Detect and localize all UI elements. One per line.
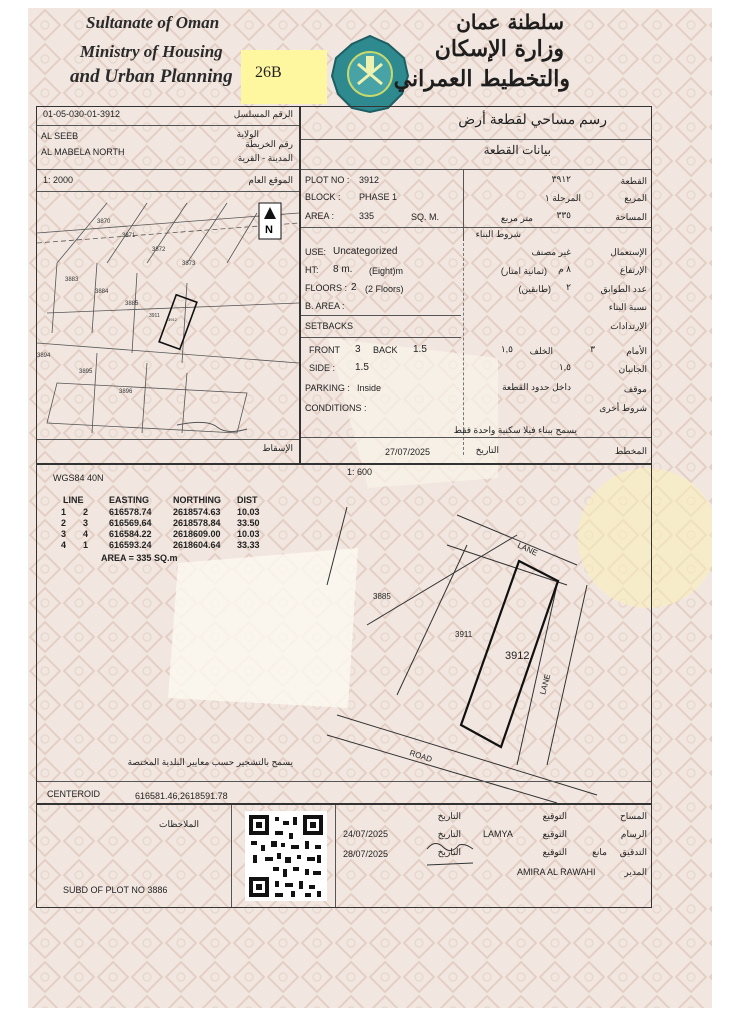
- table-row-to: 1: [83, 540, 89, 550]
- conditions-label: CONDITIONS :: [305, 403, 367, 413]
- side-value: 1.5: [355, 362, 369, 373]
- date-label-ar: التاريخ: [437, 847, 461, 857]
- map-label-3870: 3870: [97, 219, 111, 225]
- table-row-to: 2: [83, 507, 89, 517]
- city-label-ar: المدينة - القرية: [237, 153, 293, 163]
- label-plot-3912: 3912: [505, 650, 530, 662]
- projection-label: WGS84 40N: [53, 473, 104, 483]
- table-row-northing: 2618578.84: [173, 518, 221, 528]
- front-value: 3: [355, 344, 361, 355]
- parking-value: Inside: [357, 383, 382, 393]
- map-label-3895: 3895: [79, 369, 93, 375]
- height-ar-words: (ثمانية امتار): [500, 266, 547, 276]
- table-row-from: 1: [61, 507, 67, 517]
- col-header-dist: DIST: [237, 495, 258, 505]
- label-plot-3885: 3885: [373, 592, 391, 601]
- floors-ar-label: عدد الطوابق: [600, 284, 647, 294]
- north-letter: N: [265, 224, 273, 236]
- table-row-to: 4: [83, 529, 89, 539]
- map-label-3873: 3873: [182, 261, 196, 267]
- document-sheet: [28, 8, 712, 1008]
- header-en-line1: Sultanate of Oman: [86, 13, 220, 32]
- building-conditions-ar: شروط البناء: [475, 229, 521, 239]
- map-label-3894: 3894: [37, 353, 51, 359]
- floors-ar-words: (طابقين): [518, 284, 551, 294]
- setbacks-label: SETBACKS: [305, 321, 354, 331]
- map-label-3911: 3911: [149, 313, 160, 319]
- area-value: 335: [359, 211, 375, 221]
- city-value: AL MABELA NORTH: [41, 147, 125, 157]
- serial-label-ar: الرقم المسلسل: [233, 109, 293, 119]
- block-value: PHASE 1: [359, 192, 398, 202]
- serial-number: 01-05-030-01-3912: [43, 109, 121, 119]
- map-label-3883: 3883: [65, 277, 79, 283]
- map-label-3896: 3896: [119, 389, 133, 395]
- location-panel: [36, 106, 300, 464]
- draftsman-label-ar: الرسام: [620, 829, 647, 839]
- back-ar-value: ١,٥: [500, 344, 513, 354]
- front-ar-label: الأمام: [626, 346, 647, 356]
- table-row-northing: 2618574.63: [173, 507, 221, 517]
- area-label: AREA :: [305, 211, 335, 221]
- col-header-northing: NORTHING: [173, 495, 221, 505]
- label-lane-right: LANE: [538, 672, 553, 696]
- survey-scale: 1: 600: [347, 467, 373, 477]
- footer-panel: [36, 804, 652, 908]
- issue-date: 27/07/2025: [385, 447, 431, 457]
- table-row-to: 3: [83, 518, 89, 528]
- height-label: HT:: [305, 265, 319, 275]
- label-plot-3911: 3911: [455, 630, 473, 639]
- front-label: FRONT: [309, 345, 340, 355]
- drawing-title-ar: رسم مساحي لقطعة أرض: [458, 111, 607, 127]
- sticky-note-text: 26B: [255, 64, 282, 81]
- wilayat-value: AL SEEB: [41, 131, 79, 141]
- block-label: BLOCK :: [305, 192, 341, 202]
- height-ar-label: الإرتفاع: [619, 265, 647, 275]
- map-no-label-ar: رقم الخريطة: [245, 139, 293, 149]
- table-row-northing: 2618604.64: [173, 540, 221, 550]
- location-label-ar: الموقع العام: [248, 175, 293, 185]
- header-ar-line2: وزارة الإسكان: [434, 36, 564, 62]
- table-row-from: 4: [61, 540, 67, 550]
- header-ar-line1: سلطنة عمان: [456, 10, 564, 34]
- table-row-easting: 616584.22: [109, 529, 152, 539]
- table-row-northing: 2618609.00: [173, 529, 221, 539]
- checker-label-ar: التدقيق: [619, 847, 647, 857]
- side-ar-label: الجانبان: [618, 364, 647, 374]
- height-words: (Eight)m: [369, 266, 404, 276]
- wilayat-label-ar: الولاية: [236, 129, 259, 139]
- block-ar-label: المربع: [624, 193, 647, 203]
- table-row-easting: 616578.74: [109, 507, 152, 517]
- check-date: 28/07/2025: [343, 849, 389, 859]
- map-label-3871: 3871: [122, 233, 136, 239]
- floors-label: FLOORS :: [305, 283, 348, 293]
- header-ar-line3: والتخطيط العمراني: [393, 66, 570, 92]
- director-label-ar: المدير: [624, 867, 647, 877]
- plot-no-value: 3912: [359, 175, 380, 185]
- location-map: [37, 193, 299, 439]
- location-scale: 1: 2000: [43, 175, 74, 185]
- remarks-label-ar: الملاحظات: [159, 819, 199, 829]
- issue-date-label-ar: التاريخ: [475, 445, 499, 455]
- side-label: SIDE :: [309, 363, 336, 373]
- parking-label: PARKING :: [305, 383, 350, 393]
- map-label-3912: 3912: [168, 317, 177, 322]
- area-ar-unit: متر مربع: [500, 213, 533, 223]
- parking-ar-label: موقف: [623, 384, 647, 394]
- back-value: 1.5: [413, 344, 427, 355]
- date-label-ar: التاريخ: [437, 829, 461, 839]
- centroid-label: CENTEROID: [47, 789, 101, 799]
- sticky-note: [241, 50, 327, 104]
- col-header-line: LINE: [63, 495, 84, 505]
- label-road: ROAD: [408, 748, 434, 765]
- table-row-easting: 616593.24: [109, 540, 152, 550]
- use-label: USE:: [305, 247, 327, 257]
- col-header-easting: EASTING: [109, 495, 150, 505]
- side-ar-value: ١,٥: [558, 362, 571, 372]
- area-total: AREA = 335 SQ.m: [101, 553, 178, 563]
- use-value: Uncategorized: [333, 246, 398, 257]
- table-row-from: 2: [61, 518, 67, 528]
- block-ar-value: المرحلة ١: [544, 193, 581, 203]
- table-row-dist: 33.50: [237, 518, 260, 528]
- surveyor-label-ar: المساح: [619, 811, 647, 821]
- subdivision-note: SUBD OF PLOT NO 3886: [63, 885, 168, 895]
- area-ar-label: المساحة: [615, 212, 647, 222]
- table-row-from: 3: [61, 529, 67, 539]
- floors-ar-value: ٢: [566, 282, 571, 292]
- area-ar-value: ٣٣٥: [556, 210, 571, 220]
- table-row-dist: 10.03: [237, 529, 260, 539]
- table-row-dist: 33.33: [237, 540, 260, 550]
- draftsman-name: LAMYA: [483, 829, 513, 839]
- map-label-3885: 3885: [125, 301, 139, 307]
- built-area-ar-label: نسبة البناء: [608, 302, 647, 312]
- map-label-3884: 3884: [95, 289, 109, 295]
- north-arrow-icon: [259, 203, 281, 239]
- map-label-3872: 3872: [152, 247, 166, 253]
- use-ar-value: غير مصنف: [531, 247, 571, 257]
- conditions-note-ar: يسمح ببناء فيلا سكنية واحدة فقط: [453, 425, 577, 435]
- floors-value: 2: [351, 282, 357, 293]
- signature-label-ar: التوقيع: [542, 829, 567, 839]
- use-ar-label: الإستعمال: [610, 247, 647, 257]
- header-en-line2: Ministry of Housing: [80, 42, 223, 61]
- plot-no-ar-label: القطعة: [620, 176, 647, 186]
- scheme-label-ar: المخطط: [614, 446, 647, 456]
- qr-code-icon: [245, 811, 327, 901]
- date-label-ar: التاريخ: [437, 811, 461, 821]
- checker-name-ar: مانع: [592, 847, 607, 857]
- survey-panel: [36, 464, 652, 804]
- plot-data-title-ar: بيانات القطعة: [483, 143, 551, 157]
- conditions-ar-label: شروط أخرى: [599, 403, 647, 413]
- front-ar-value: ٣: [590, 344, 595, 354]
- signature-label-ar: التوقيع: [542, 811, 567, 821]
- parking-ar-value: داخل حدود القطعة: [502, 382, 571, 392]
- header-en-line3: and Urban Planning: [70, 66, 233, 87]
- director-name: AMIRA AL RAWAHI: [517, 867, 596, 877]
- plot-no-label: PLOT NO :: [305, 175, 350, 185]
- back-ar-label: الخلف: [529, 346, 553, 356]
- height-value: 8 m.: [333, 264, 353, 275]
- tolerance-note-ar: يسمح بالتشجير حسب معايير البلدية المختصة: [127, 757, 293, 767]
- survey-drawing: [37, 465, 651, 803]
- table-row-easting: 616569.64: [109, 518, 152, 528]
- centroid-value: 616581.46,2618591.78: [135, 791, 228, 801]
- signature-mark-icon: [425, 857, 475, 869]
- label-lane-top: LANE: [516, 540, 539, 558]
- plot-data-panel: [300, 106, 652, 464]
- floors-words: (2 Floors): [365, 284, 404, 294]
- setbacks-ar-label: الإرتدادات: [610, 321, 647, 331]
- draft-date: 24/07/2025: [343, 829, 389, 839]
- table-row-dist: 10.03: [237, 507, 260, 517]
- height-ar-value: ٨ م: [558, 264, 571, 274]
- back-label: BACK: [373, 345, 398, 355]
- built-area-label: B. AREA :: [305, 301, 345, 311]
- area-unit: SQ. M.: [411, 212, 440, 222]
- projection-label-ar: الإسقاط: [262, 443, 293, 453]
- signature-label-ar: التوقيع: [542, 847, 567, 857]
- plot-no-ar-value: ٣٩١٢: [551, 174, 571, 184]
